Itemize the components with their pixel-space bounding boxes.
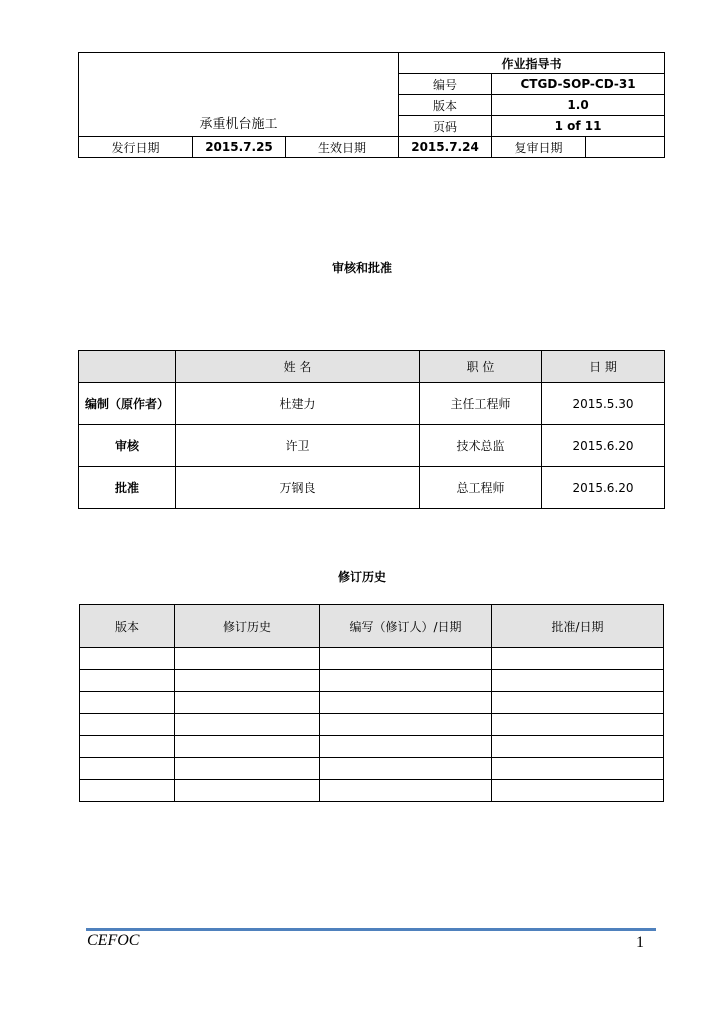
approval-position: 主任工程师 [420, 383, 542, 425]
table-row [80, 736, 664, 758]
document-title: 承重机台施工 [79, 53, 399, 137]
revision-cell [492, 692, 664, 714]
revision-cell [80, 648, 175, 670]
revision-cell [175, 780, 320, 802]
approval-section-title: 审核和批准 [331, 261, 392, 275]
table-row [80, 758, 664, 780]
revision-section-title: 修订历史 [337, 570, 386, 584]
revision-cell [320, 648, 492, 670]
effective-date-value: 2015.7.24 [399, 137, 492, 158]
version-value: 1.0 [492, 95, 665, 116]
revision-cell [320, 692, 492, 714]
table-row [80, 692, 664, 714]
revision-cell [492, 670, 664, 692]
issue-date-label: 发行日期 [79, 137, 193, 158]
approval-date: 2015.6.20 [542, 467, 665, 509]
review-date-value [586, 137, 665, 158]
approval-role: 批准 [79, 467, 176, 509]
approval-date: 2015.5.30 [542, 383, 665, 425]
revision-cell [320, 670, 492, 692]
table-row [80, 780, 664, 802]
revision-cell [320, 714, 492, 736]
table-row [80, 648, 664, 670]
approval-name: 万钢良 [176, 467, 420, 509]
revision-col-header: 批准/日期 [492, 605, 664, 648]
document-type: 作业指导书 [399, 53, 665, 74]
approval-name: 许卫 [176, 425, 420, 467]
revision-cell [175, 692, 320, 714]
revision-cell [80, 758, 175, 780]
revision-cell [320, 736, 492, 758]
issue-date-value: 2015.7.25 [193, 137, 286, 158]
revision-cell [80, 780, 175, 802]
revision-col-header: 编写（修订人）/日期 [320, 605, 492, 648]
approval-col-header: 职 位 [420, 351, 542, 383]
revision-col-header: 修订历史 [175, 605, 320, 648]
footer-brand: CEFOC [87, 932, 140, 949]
approval-position: 总工程师 [420, 467, 542, 509]
revision-cell [80, 714, 175, 736]
revision-cell [80, 670, 175, 692]
table-row [79, 425, 665, 467]
revision-table [79, 604, 664, 802]
revision-cell [175, 670, 320, 692]
table-row [79, 467, 665, 509]
approval-name: 杜建力 [176, 383, 420, 425]
table-row [80, 714, 664, 736]
approval-date: 2015.6.20 [542, 425, 665, 467]
revision-cell [175, 648, 320, 670]
footer-divider [86, 928, 656, 931]
number-label: 编号 [399, 74, 492, 95]
revision-cell [175, 758, 320, 780]
approval-table [78, 350, 665, 509]
revision-cell [492, 736, 664, 758]
table-row [80, 670, 664, 692]
revision-cell [492, 648, 664, 670]
page-value: 1 of 11 [492, 116, 665, 137]
revision-cell [320, 758, 492, 780]
footer-page-number: 1 [636, 934, 644, 951]
revision-col-header: 版本 [80, 605, 175, 648]
page-label: 页码 [399, 116, 492, 137]
revision-cell [320, 780, 492, 802]
revision-cell [492, 780, 664, 802]
revision-cell [80, 692, 175, 714]
effective-date-label: 生效日期 [286, 137, 399, 158]
number-value: CTGD-SOP-CD-31 [492, 74, 665, 95]
approval-role: 审核 [79, 425, 176, 467]
approval-col-header [79, 351, 176, 383]
review-date-label: 复审日期 [492, 137, 586, 158]
approval-col-header: 姓 名 [176, 351, 420, 383]
version-label: 版本 [399, 95, 492, 116]
approval-col-header: 日 期 [542, 351, 665, 383]
approval-role: 编制（原作者） [79, 383, 176, 425]
revision-cell [175, 736, 320, 758]
revision-cell [80, 736, 175, 758]
revision-cell [175, 714, 320, 736]
document-header-table [78, 52, 665, 158]
revision-cell [492, 758, 664, 780]
approval-position: 技术总监 [420, 425, 542, 467]
revision-cell [492, 714, 664, 736]
table-row [79, 383, 665, 425]
